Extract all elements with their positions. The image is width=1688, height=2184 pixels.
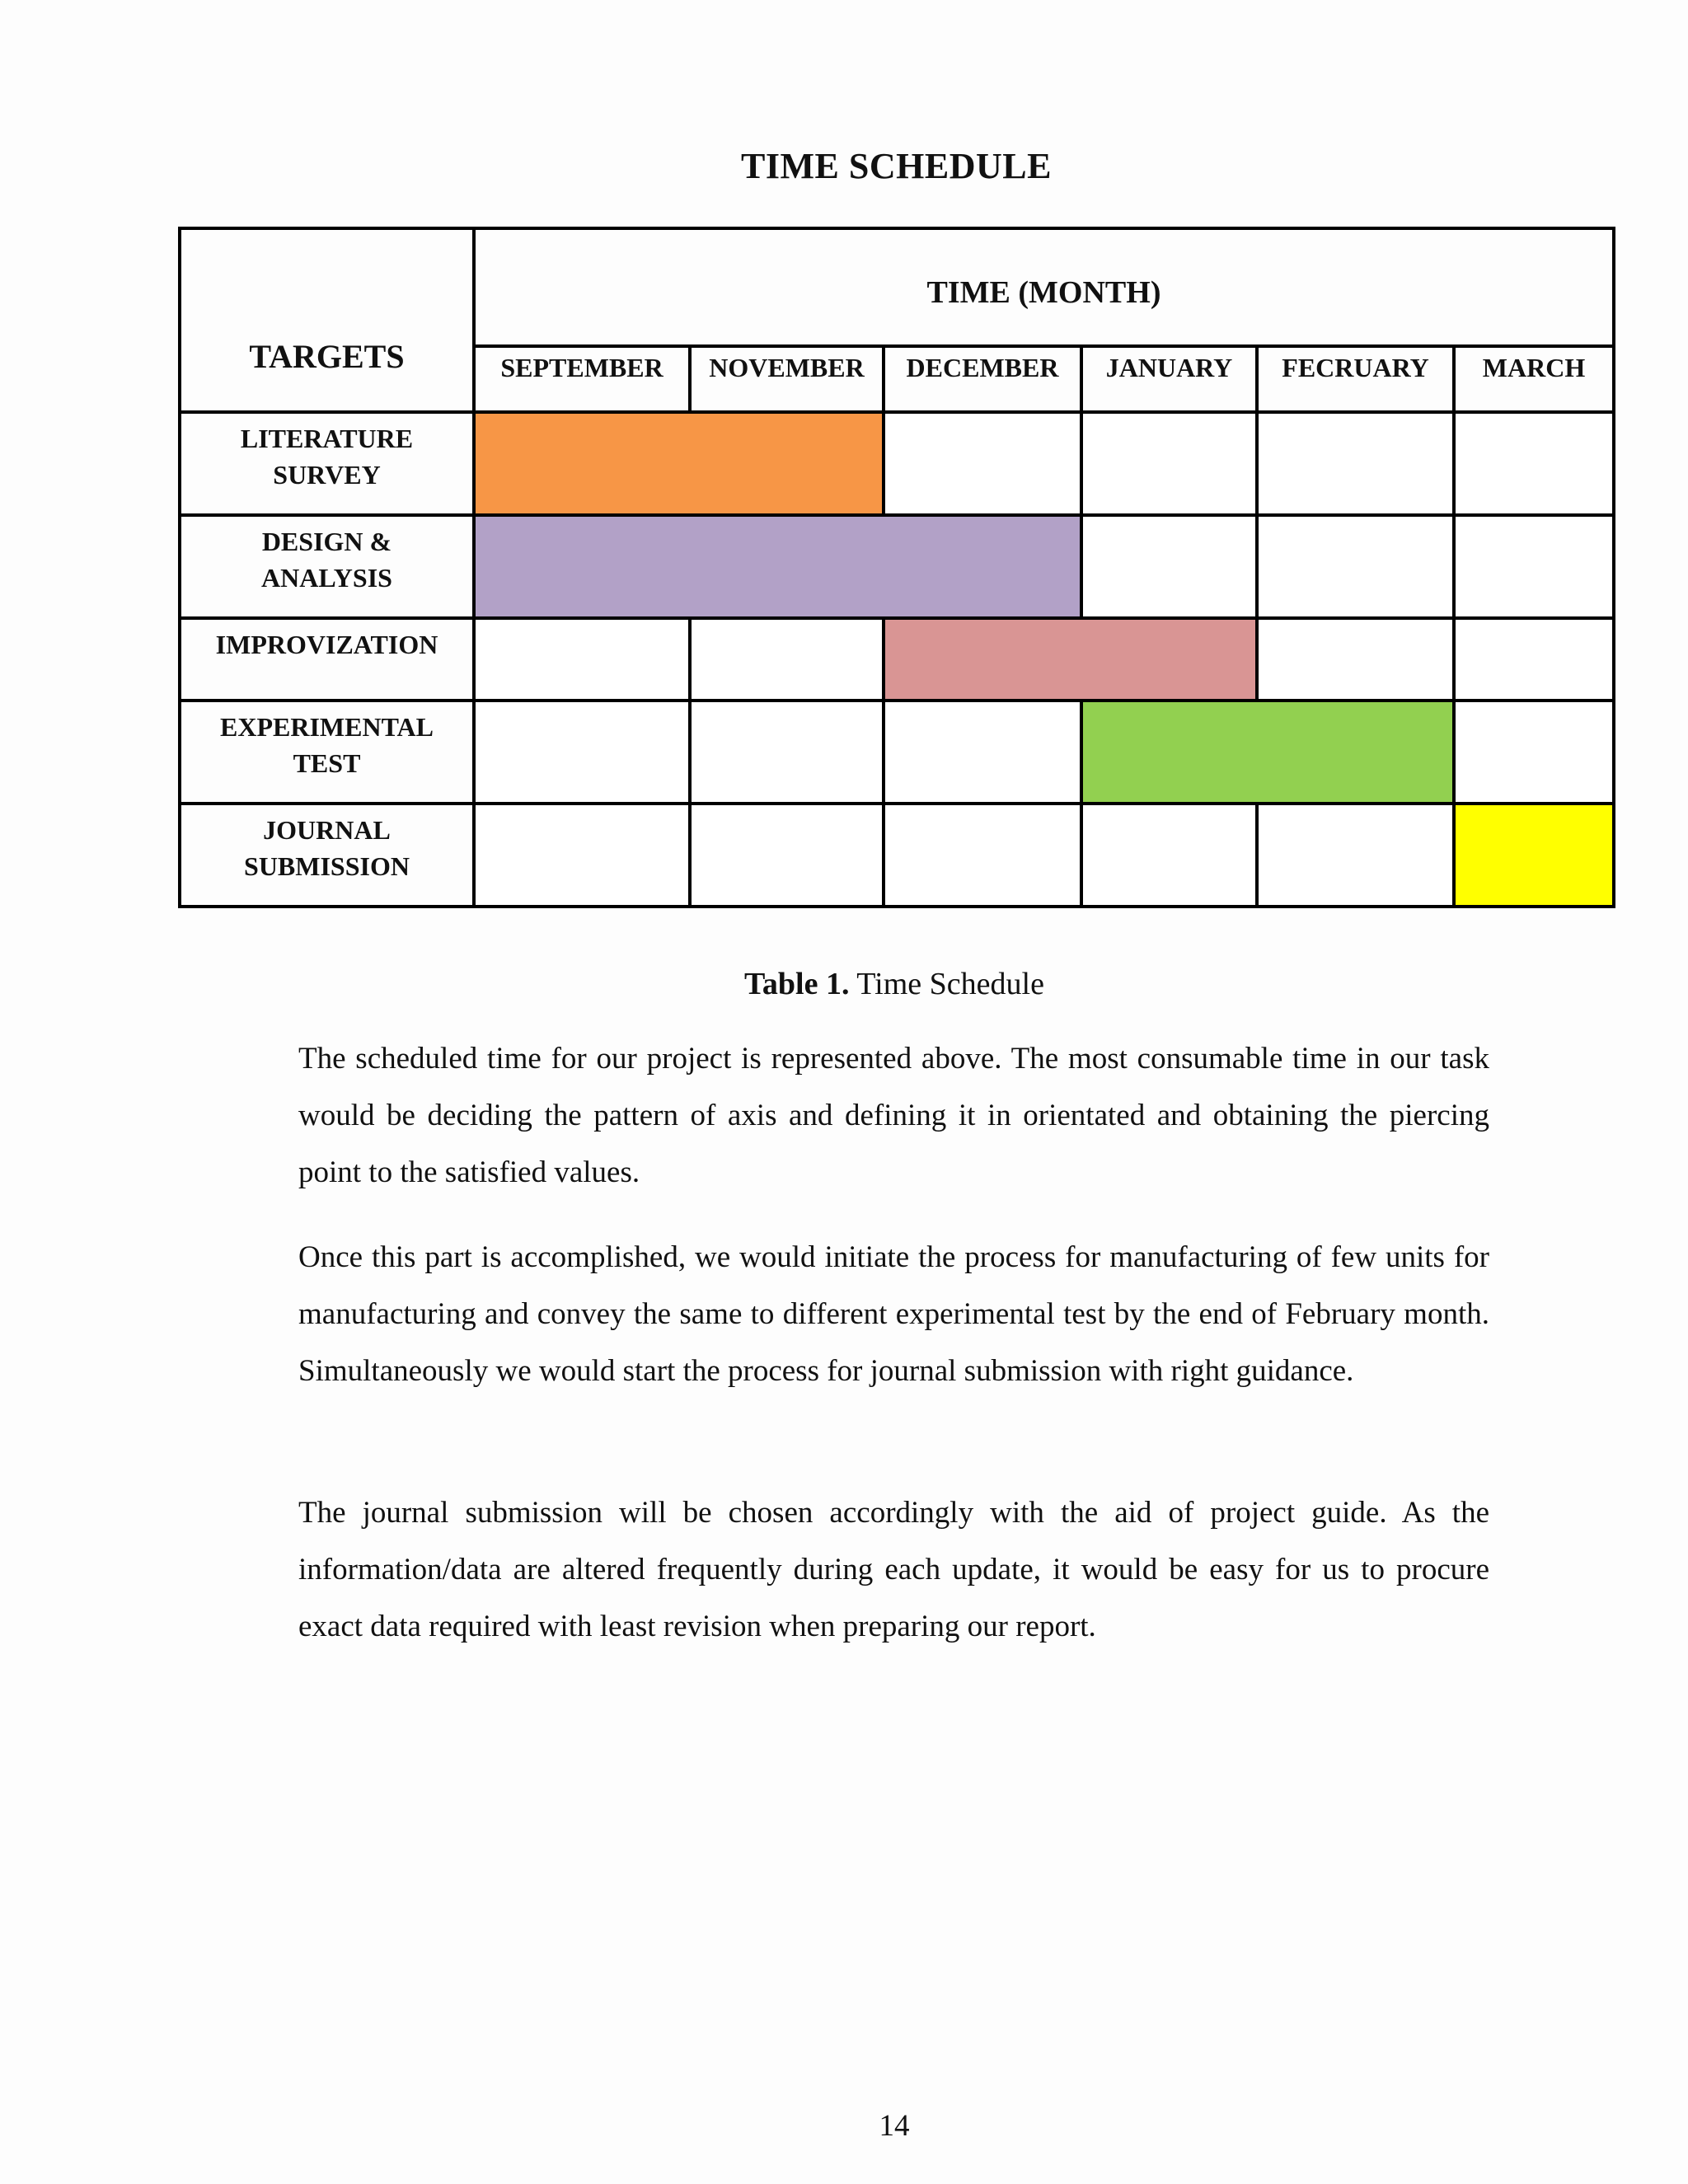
task-label-line: JOURNAL xyxy=(263,815,391,845)
body-paragraph: The journal submission will be chosen accordingly with the aid of project guide. As the information/data are altered frequently during each update, it would be easy for us to procure exact data required with least revision when preparing our report. xyxy=(298,1496,1489,1643)
schedule-cell xyxy=(1454,618,1614,701)
month-header: SEPTEMBER xyxy=(474,346,690,412)
caption-text: Time Schedule xyxy=(849,967,1044,1001)
schedule-cell xyxy=(1454,515,1614,618)
schedule-cell xyxy=(1081,804,1257,907)
schedule-bar-cell xyxy=(1454,804,1614,907)
table-caption xyxy=(0,966,1688,1002)
schedule-cell xyxy=(1257,412,1454,515)
schedule-cell xyxy=(474,804,690,907)
task-row xyxy=(180,515,1614,618)
schedule-bar-cell xyxy=(1081,701,1257,804)
schedule-bar-cell xyxy=(1081,618,1257,701)
schedule-bar-cell xyxy=(474,515,690,618)
task-label-line: SUBMISSION xyxy=(244,851,410,881)
schedule-cell xyxy=(690,701,884,804)
schedule-cell xyxy=(690,804,884,907)
task-label xyxy=(180,618,474,701)
schedule-cell xyxy=(1257,804,1454,907)
month-header: NOVEMBER xyxy=(690,346,884,412)
time-month-header: TIME (MONTH) xyxy=(474,228,1614,346)
schedule-cell xyxy=(1257,515,1454,618)
body-paragraph: The scheduled time for our project is represented above. The most consumable time in our task would be deciding the pattern of axis and defining it in orientated and obtaining the piercing point to the satisfied values. xyxy=(298,1042,1489,1189)
time-schedule-table xyxy=(178,227,1615,908)
task-label-line: EXPERIMENTAL xyxy=(220,712,434,742)
schedule-cell xyxy=(1257,618,1454,701)
schedule-cell xyxy=(690,618,884,701)
task-label-line: IMPROVIZATION xyxy=(215,630,438,659)
task-label-line: SURVEY xyxy=(273,460,381,490)
targets-header: TARGETS xyxy=(180,228,474,412)
month-header: FECRUARY xyxy=(1257,346,1454,412)
task-label xyxy=(180,804,474,907)
caption-label: Table 1. xyxy=(744,967,850,1001)
schedule-bar-cell xyxy=(690,515,884,618)
task-row xyxy=(180,701,1614,804)
task-label-line: LITERATURE xyxy=(240,424,414,453)
task-row xyxy=(180,618,1614,701)
task-label xyxy=(180,515,474,618)
schedule-cell xyxy=(884,701,1081,804)
page-number: 14 xyxy=(879,2109,910,2143)
schedule-cell xyxy=(884,804,1081,907)
task-label-line: TEST xyxy=(293,748,361,778)
body-paragraph: Once this part is accomplished, we would initiate the process for manufacturing of few units for manufacturing and convey the same to different experimental test by the end of February month. Simultaneously we would start the process for journal submission with right guidance. xyxy=(298,1240,1489,1388)
schedule-bar-cell xyxy=(1257,701,1454,804)
task-label-line: DESIGN & xyxy=(261,527,392,556)
schedule-bar-cell xyxy=(474,412,690,515)
schedule-cell xyxy=(474,618,690,701)
schedule-cell xyxy=(1081,515,1257,618)
schedule-cell xyxy=(1454,701,1614,804)
page-title: TIME SCHEDULE xyxy=(741,146,1052,186)
schedule-cell xyxy=(1081,412,1257,515)
month-header: DECEMBER xyxy=(884,346,1081,412)
schedule-cell xyxy=(884,412,1081,515)
task-row xyxy=(180,804,1614,907)
task-label xyxy=(180,412,474,515)
schedule-cell xyxy=(1454,412,1614,515)
schedule-cell xyxy=(474,701,690,804)
task-label xyxy=(180,701,474,804)
task-label-line: ANALYSIS xyxy=(261,563,392,593)
schedule-bar-cell xyxy=(884,618,1081,701)
month-header: JANUARY xyxy=(1081,346,1257,412)
task-row xyxy=(180,412,1614,515)
schedule-bar-cell xyxy=(690,412,884,515)
schedule-bar-cell xyxy=(884,515,1081,618)
month-header: MARCH xyxy=(1454,346,1614,412)
